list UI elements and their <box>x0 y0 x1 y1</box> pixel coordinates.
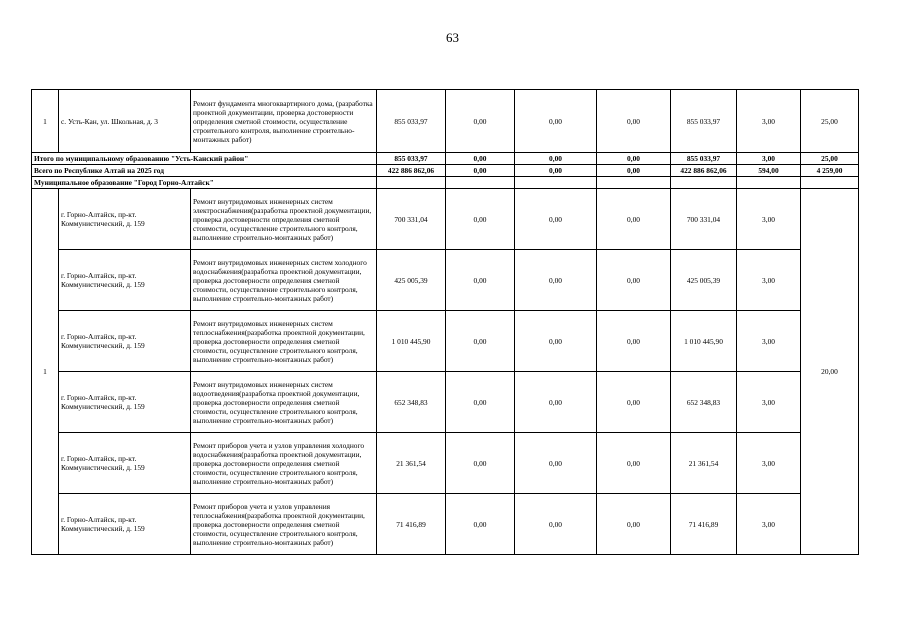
total-cost-cell: 425 005,39 <box>377 250 446 311</box>
value-cell: 0,00 <box>515 311 597 372</box>
total-cost-cell: 855 033,97 <box>377 153 446 165</box>
value-cell: 594,00 <box>737 165 801 177</box>
value-cell: 4 259,00 <box>801 165 859 177</box>
address-cell: с. Усть-Кан, ул. Школьная, д. 3 <box>59 90 191 153</box>
total-cost-cell: 71 416,89 <box>377 494 446 555</box>
value-cell: 3,00 <box>737 90 801 153</box>
municipality-header: Муниципальное образование "Город Горно-Алтайск" <box>32 177 377 189</box>
value-cell: 0,00 <box>446 433 515 494</box>
value-cell: 0,00 <box>446 250 515 311</box>
value-cell: 3,00 <box>737 433 801 494</box>
value-cell: 0,00 <box>597 494 671 555</box>
value-cell: 1 010 445,90 <box>671 311 737 372</box>
page-number: 63 <box>446 30 459 45</box>
table-row <box>32 189 859 250</box>
repair-program-table <box>31 89 859 555</box>
value-cell: 0,00 <box>597 153 671 165</box>
table-row <box>32 90 859 153</box>
address-cell: г. Горно-Алтайск, пр-кт. Коммунистический, д. 159 <box>59 189 191 250</box>
value-cell: 0,00 <box>446 372 515 433</box>
value-cell: 0,00 <box>515 494 597 555</box>
value-cell: 3,00 <box>737 250 801 311</box>
subtotal-row <box>32 153 859 165</box>
address-cell: г. Горно-Алтайск, пр-кт. Коммунистический, д. 159 <box>59 311 191 372</box>
value-cell: 0,00 <box>446 311 515 372</box>
work-description-cell: Ремонт внутридомовых инженерных систем холодного водоснабжения(разработка проектной документации, проверка достоверности определения сметной стоимости, осуществление строительного контроля, выполнение строительно-монтажных работ) <box>191 250 377 311</box>
work-description-cell: Ремонт приборов учета и узлов управления холодного водоснабжения(разработка проектной документации, проверка достоверности определения сметной стоимости, осуществление строительного контроля, выполнение строительно-монтажных работ) <box>191 433 377 494</box>
total-cost-cell: 855 033,97 <box>377 90 446 153</box>
value-cell: 3,00 <box>737 189 801 250</box>
value-cell: 0,00 <box>446 189 515 250</box>
value-cell: 0,00 <box>515 250 597 311</box>
value-cell: 0,00 <box>515 372 597 433</box>
value-cell: 0,00 <box>446 90 515 153</box>
value-cell: 71 416,89 <box>671 494 737 555</box>
row-number: 1 <box>32 90 59 153</box>
row-number: 1 <box>32 189 59 555</box>
total-cost-cell: 700 331,04 <box>377 189 446 250</box>
value-cell: 0,00 <box>597 311 671 372</box>
value-cell: 0,00 <box>597 165 671 177</box>
work-description-cell: Ремонт внутридомовых инженерных систем водоотведения(разработка проектной документации, проверка достоверности определения сметной стоимости, осуществление строительного контроля, выполнение строительно-монтажных работ) <box>191 372 377 433</box>
table-row <box>32 311 859 372</box>
grand-total-label: Всего по Республике Алтай на 2025 год <box>32 165 377 177</box>
value-cell: 21 361,54 <box>671 433 737 494</box>
value-cell: 425 005,39 <box>671 250 737 311</box>
municipality-header-row <box>32 177 859 189</box>
address-cell: г. Горно-Алтайск, пр-кт. Коммунистический, д. 159 <box>59 433 191 494</box>
value-cell: 20,00 <box>801 189 859 555</box>
grand-total-row <box>32 165 859 177</box>
value-cell: 3,00 <box>737 372 801 433</box>
value-cell: 855 033,97 <box>671 153 737 165</box>
value-cell: 25,00 <box>801 90 859 153</box>
table-row <box>32 250 859 311</box>
value-cell: 0,00 <box>515 153 597 165</box>
subtotal-label: Итого по муниципальному образованию "Усть-Канский район" <box>32 153 377 165</box>
table-row <box>32 433 859 494</box>
value-cell: 0,00 <box>597 372 671 433</box>
value-cell: 422 886 862,06 <box>671 165 737 177</box>
value-cell: 3,00 <box>737 494 801 555</box>
table-row <box>32 372 859 433</box>
address-cell: г. Горно-Алтайск, пр-кт. Коммунистический, д. 159 <box>59 494 191 555</box>
value-cell: 0,00 <box>597 433 671 494</box>
work-description-cell: Ремонт внутридомовых инженерных систем электроснабжения(разработка проектной документации, проверка достоверности определения сметной стоимости, осуществление строительного контроля, выполнение строительно-монтажных работ) <box>191 189 377 250</box>
total-cost-cell: 1 010 445,90 <box>377 311 446 372</box>
value-cell: 0,00 <box>515 90 597 153</box>
work-description-cell: Ремонт приборов учета и узлов управления теплоснабжения(разработка проектной документации, проверка достоверности определения сметной стоимости, осуществление строительного контроля, выполнение строительно-монтажных работ) <box>191 494 377 555</box>
value-cell: 0,00 <box>515 165 597 177</box>
value-cell: 855 033,97 <box>671 90 737 153</box>
value-cell: 0,00 <box>446 153 515 165</box>
value-cell: 25,00 <box>801 153 859 165</box>
value-cell: 0,00 <box>515 189 597 250</box>
value-cell: 0,00 <box>597 189 671 250</box>
address-cell: г. Горно-Алтайск, пр-кт. Коммунистический, д. 159 <box>59 250 191 311</box>
value-cell: 0,00 <box>446 494 515 555</box>
value-cell: 3,00 <box>737 311 801 372</box>
value-cell: 3,00 <box>737 153 801 165</box>
work-description-cell: Ремонт фундамента многоквартирного дома, (разработка проектной документации, проверка достоверности определения сметной стоимости, осуществление строительного контроля, выполнение строительно-монтажных работ) <box>191 90 377 153</box>
total-cost-cell: 652 348,83 <box>377 372 446 433</box>
total-cost-cell: 21 361,54 <box>377 433 446 494</box>
value-cell: 0,00 <box>597 90 671 153</box>
table-row <box>32 494 859 555</box>
value-cell: 0,00 <box>515 433 597 494</box>
value-cell: 0,00 <box>597 250 671 311</box>
value-cell: 0,00 <box>446 165 515 177</box>
value-cell: 652 348,83 <box>671 372 737 433</box>
value-cell: 700 331,04 <box>671 189 737 250</box>
work-description-cell: Ремонт внутридомовых инженерных систем теплоснабжения(разработка проектной документации, проверка достоверности определения сметной стоимости, осуществление строительного контроля, выполнение строительно-монтажных работ) <box>191 311 377 372</box>
total-cost-cell: 422 886 862,06 <box>377 165 446 177</box>
address-cell: г. Горно-Алтайск, пр-кт. Коммунистический, д. 159 <box>59 372 191 433</box>
